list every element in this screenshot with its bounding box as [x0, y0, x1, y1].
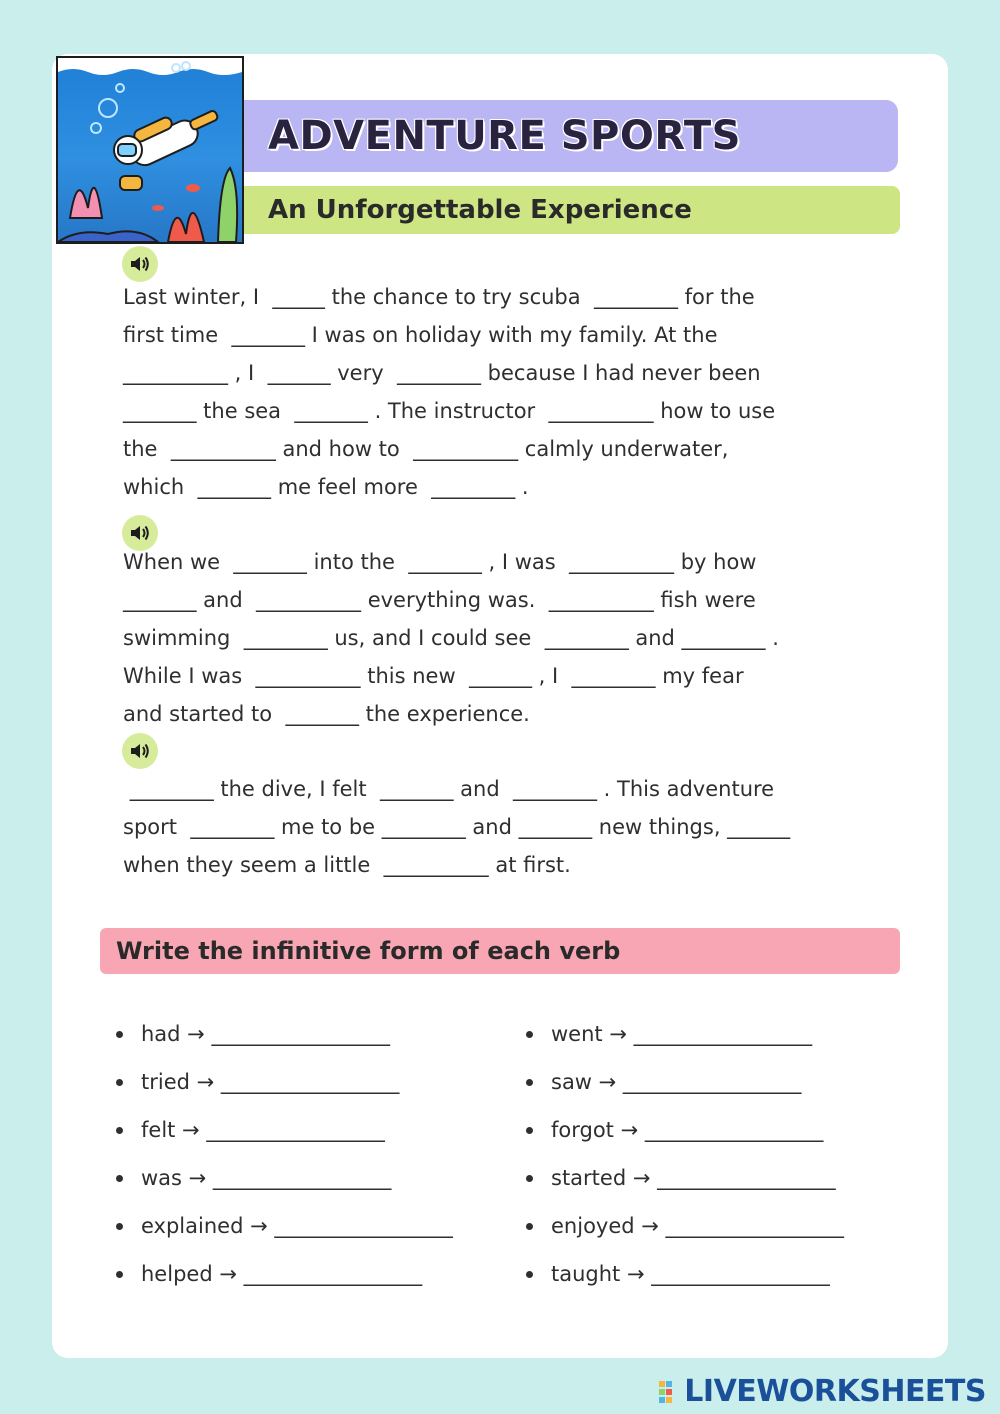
list-item[interactable]: [116, 1202, 516, 1250]
audio-button-3[interactable]: [122, 733, 158, 769]
audio-button-1[interactable]: [122, 246, 158, 282]
paragraph-2: When we _______ into the _______ , I was __________ by how _______ and __________ everything was. __________ fish were swimming ________ us, and I could see ________ and ________ . While I was __________ this new ______ , I ________ my fear and started to _______ the experience.: [123, 550, 779, 726]
exercise-heading-banner: [100, 928, 900, 974]
verb-list-left: [116, 1010, 516, 1298]
verb-item-text: saw → _________________: [551, 1070, 802, 1094]
verb-item-text: started → _________________: [551, 1166, 836, 1190]
verb-item-text: taught → _________________: [551, 1262, 830, 1286]
list-item[interactable]: [116, 1106, 516, 1154]
list-item[interactable]: [526, 1058, 926, 1106]
liveworksheets-icon: [658, 1379, 680, 1405]
exercise-heading: Write the infinitive form of each verb: [116, 937, 621, 965]
verb-item-text: enjoyed → _________________: [551, 1214, 845, 1238]
bullet-icon: [526, 1271, 533, 1278]
list-item[interactable]: [526, 1154, 926, 1202]
bullet-icon: [116, 1031, 123, 1038]
bullet-icon: [116, 1175, 123, 1182]
scuba-diver-illustration: [56, 56, 244, 244]
page-subtitle: An Unforgettable Experience: [268, 195, 692, 225]
bullet-icon: [526, 1031, 533, 1038]
brand-name: LIVEWORKSHEETS: [684, 1374, 986, 1409]
bullet-icon: [526, 1079, 533, 1086]
verb-item-text: was → _________________: [141, 1166, 392, 1190]
verb-item-text: forgot → _________________: [551, 1118, 824, 1142]
paragraph-1: Last winter, I _____ the chance to try scuba ________ for the first time _______ I was on holiday with my family. At the __________ , I ______ very ________ because I had never been _______ the sea _______ . The instructor __________ how to use the __________ and how to __________ calmly underwater, which _______ me feel more ________ .: [123, 285, 776, 499]
paragraph-3: ________ the dive, I felt _______ and ________ . This adventure sport ________ me to be ________ and _______ new things, ______ when they seem a little __________ at first.: [123, 777, 791, 877]
list-item[interactable]: [116, 1250, 516, 1298]
verb-item-text: helped → _________________: [141, 1262, 423, 1286]
list-item[interactable]: [116, 1154, 516, 1202]
bullet-icon: [526, 1223, 533, 1230]
list-item[interactable]: [526, 1250, 926, 1298]
bullet-icon: [116, 1223, 123, 1230]
list-item[interactable]: [116, 1010, 516, 1058]
list-item[interactable]: [116, 1058, 516, 1106]
speaker-icon: [129, 741, 151, 761]
list-item[interactable]: [526, 1106, 926, 1154]
verb-item-text: explained → _________________: [141, 1214, 453, 1238]
title-banner: [238, 100, 898, 172]
subtitle-banner: [238, 186, 900, 234]
bullet-icon: [116, 1127, 123, 1134]
speaker-icon: [129, 254, 151, 274]
liveworksheets-logo[interactable]: [658, 1374, 986, 1409]
list-item[interactable]: [526, 1010, 926, 1058]
verb-list-right: [526, 1010, 926, 1298]
page-title: ADVENTURE SPORTS: [268, 113, 741, 159]
bullet-icon: [526, 1175, 533, 1182]
list-item[interactable]: [526, 1202, 926, 1250]
bullet-icon: [116, 1271, 123, 1278]
verb-item-text: tried → _________________: [141, 1070, 400, 1094]
verb-item-text: went → _________________: [551, 1022, 813, 1046]
verb-item-text: had → _________________: [141, 1022, 390, 1046]
verb-item-text: felt → _________________: [141, 1118, 385, 1142]
bullet-icon: [116, 1079, 123, 1086]
bullet-icon: [526, 1127, 533, 1134]
speaker-icon: [129, 523, 151, 543]
